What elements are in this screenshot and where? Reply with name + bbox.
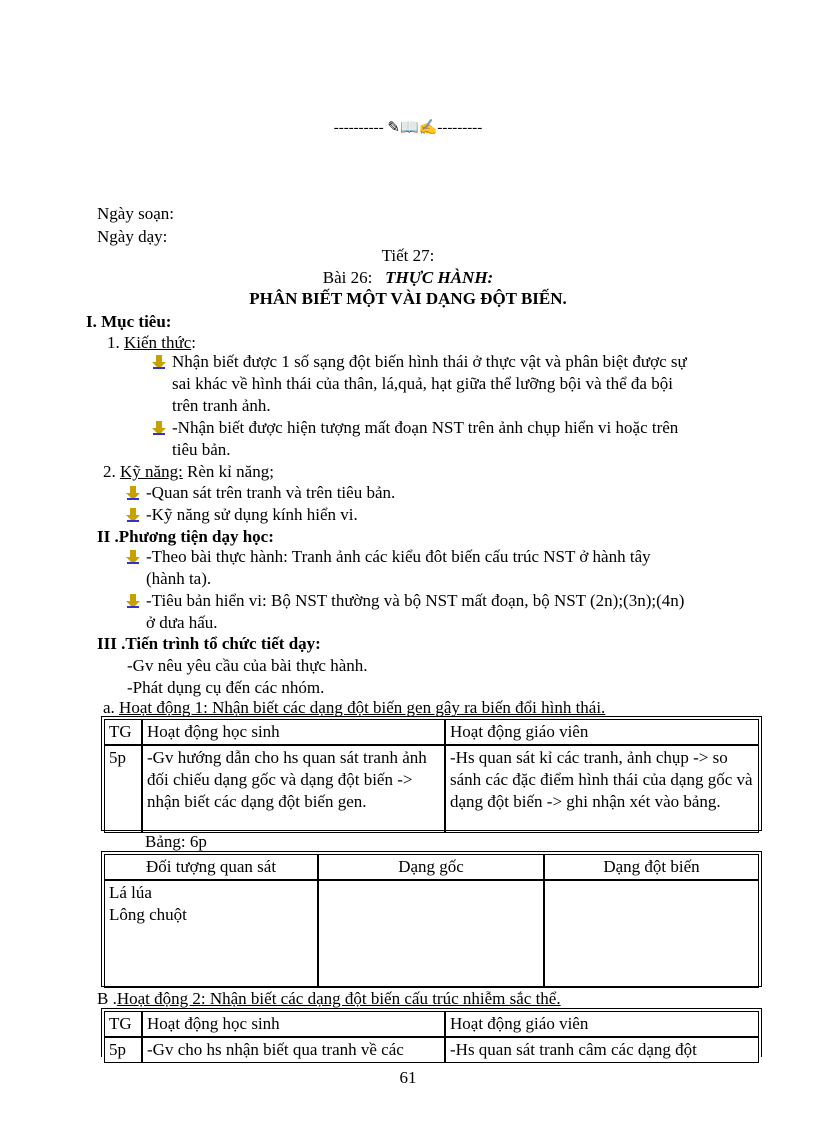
activity-1-label: Hoạt động 1 [119, 698, 204, 717]
knowledge-label: Kiến thức [124, 333, 192, 352]
knowledge-item-1-line-1: Nhận biết được 1 số sạng đột biến hình thái ở thực vật và phân biệt được sự [172, 352, 687, 371]
materials-item-2-line-2: ở dưa hấu. [146, 613, 218, 632]
separator-ornament: ---------- ✎📖✍--------- [333, 120, 483, 136]
lesson-name: THỰC HÀNH: [385, 268, 494, 287]
skills-label: Kỹ năng: [120, 462, 183, 481]
knowledge-number: 1. [107, 333, 120, 352]
activity-1-table-grid [104, 719, 759, 833]
arrow-bullet-icon [125, 593, 141, 609]
observation-table-caption: Bảng: 6p [145, 832, 207, 851]
table-row [104, 745, 759, 833]
header-student-activity: Hoạt động học sinh [142, 719, 445, 745]
header-original-form: Dạng gốc [318, 854, 544, 880]
knowledge-subheading [107, 333, 196, 353]
object-rice-leaf: Lá lúa [109, 883, 152, 903]
header-time: TG [104, 719, 142, 745]
skill-item-2: -Kỹ năng sử dụng kính hiển vi. [146, 505, 358, 524]
cell-student-activity: -Gv hướng dẫn cho hs quan sát tranh ảnh đối chiếu dạng gốc và dạng đột biến -> nhận biết các dạng đột biến gen. [142, 745, 445, 833]
cell-student-activity: -Gv cho hs nhận biết qua tranh về các [142, 1037, 445, 1063]
cell-time: 5p [104, 1037, 142, 1063]
procedure-line-2: -Phát dụng cụ đến các nhóm. [127, 678, 325, 697]
table-header-row [104, 1011, 759, 1037]
lesson-subtitle: PHÂN BIẾT MỘT VÀI DẠNG ĐỘT BIẾN. [249, 289, 567, 308]
materials-item-1-line-2: (hành ta). [146, 569, 212, 588]
skill-item-1: -Quan sát trên tranh và trên tiêu bản. [146, 483, 396, 502]
section-materials-heading: II .Phương tiện dạy học: [97, 527, 274, 546]
header-mutant-form: Dạng đột biến [544, 854, 759, 880]
observation-table [101, 851, 762, 987]
arrow-bullet-icon [151, 354, 167, 370]
cell-original-form [318, 880, 544, 988]
page-number: 61 [399, 1068, 417, 1087]
activity-2-heading [97, 989, 561, 1009]
procedure-line-1: -Gv nêu yêu cầu của bài thực hành. [127, 656, 368, 675]
lesson-title [0, 268, 816, 288]
arrow-bullet-icon [151, 420, 167, 436]
activity-2-label: Hoạt động 2 [116, 989, 201, 1008]
observation-table-grid [104, 854, 759, 988]
cell-time: 5p [104, 745, 142, 833]
knowledge-colon: : [191, 333, 197, 352]
skills-rest: Rèn kỉ năng; [182, 462, 274, 481]
activity-2-table [101, 1008, 762, 1060]
section-objectives-heading: I. Mục tiêu: [86, 312, 172, 331]
table-row [104, 1037, 759, 1063]
activity-2-prefix: B . [97, 989, 117, 1008]
arrow-bullet-icon [125, 549, 141, 565]
materials-item-1-line-1: -Theo bài thực hành: Tranh ảnh các kiểu đôt biến cấu trúc NST ở hành tây [146, 547, 651, 566]
header-student-activity: Hoạt động học sinh [142, 1011, 445, 1037]
cell-observed-objects [104, 880, 318, 988]
materials-item-2-line-1: -Tiêu bản hiển vi: Bộ NST thường và bộ NST mất đoạn, bộ NST (2n);(3n);(4n) [146, 591, 685, 610]
table-row [104, 880, 759, 988]
object-mouse-fur: Lông chuột [109, 905, 187, 925]
knowledge-item-1-line-3: trên tranh ảnh. [172, 396, 271, 415]
table-header-row [104, 854, 759, 880]
skills-number: 2. [103, 462, 116, 481]
activity-2-text: : Nhận biết các dạng đột biến cấu trúc nhiễm sắc thể. [200, 989, 561, 1008]
knowledge-item-2-line-2: tiêu bản. [172, 440, 231, 459]
cell-teacher-activity: -Hs quan sát tranh câm các dạng đột [445, 1037, 759, 1063]
activity-1-prefix: a. [103, 698, 120, 717]
section-procedure-heading: III .Tiến trình tổ chức tiết dạy: [97, 634, 321, 653]
arrow-bullet-icon [125, 485, 141, 501]
teach-date-label: Ngày dạy: [97, 227, 168, 246]
prep-date-label: Ngày soạn: [97, 204, 174, 223]
cell-teacher-activity: -Hs quan sát kỉ các tranh, ảnh chụp -> so sánh các đặc điểm hình thái của dạng gốc và dạng đột biến -> ghi nhận xét vào bảng. [445, 745, 759, 833]
header-time: TG [104, 1011, 142, 1037]
table-header-row [104, 719, 759, 745]
header-teacher-activity: Hoạt động giáo viên [445, 1011, 759, 1037]
skills-subheading [103, 462, 274, 482]
cell-mutant-form [544, 880, 759, 988]
header-observed-object: Đối tượng quan sát [104, 854, 318, 880]
activity-2-table-grid [104, 1011, 759, 1063]
activity-1-heading [103, 698, 605, 718]
knowledge-item-1-line-2: sai khác về hình thái của thân, lá,quả, hạt giữa thể lưỡng bội và thể đa bội [172, 374, 673, 393]
activity-1-table [101, 716, 762, 831]
knowledge-item-2-line-1: -Nhận biết được hiện tượng mất đoạn NST trên ảnh chụp hiển vi hoặc trên [172, 418, 679, 437]
activity-1-text: : Nhận biết các dạng đột biến gen gây ra biến đổi hình thái. [203, 698, 606, 717]
arrow-bullet-icon [125, 507, 141, 523]
lesson-period: Tiết 27: [381, 246, 435, 265]
header-teacher-activity: Hoạt động giáo viên [445, 719, 759, 745]
lesson-number: Bài 26: [322, 268, 373, 287]
